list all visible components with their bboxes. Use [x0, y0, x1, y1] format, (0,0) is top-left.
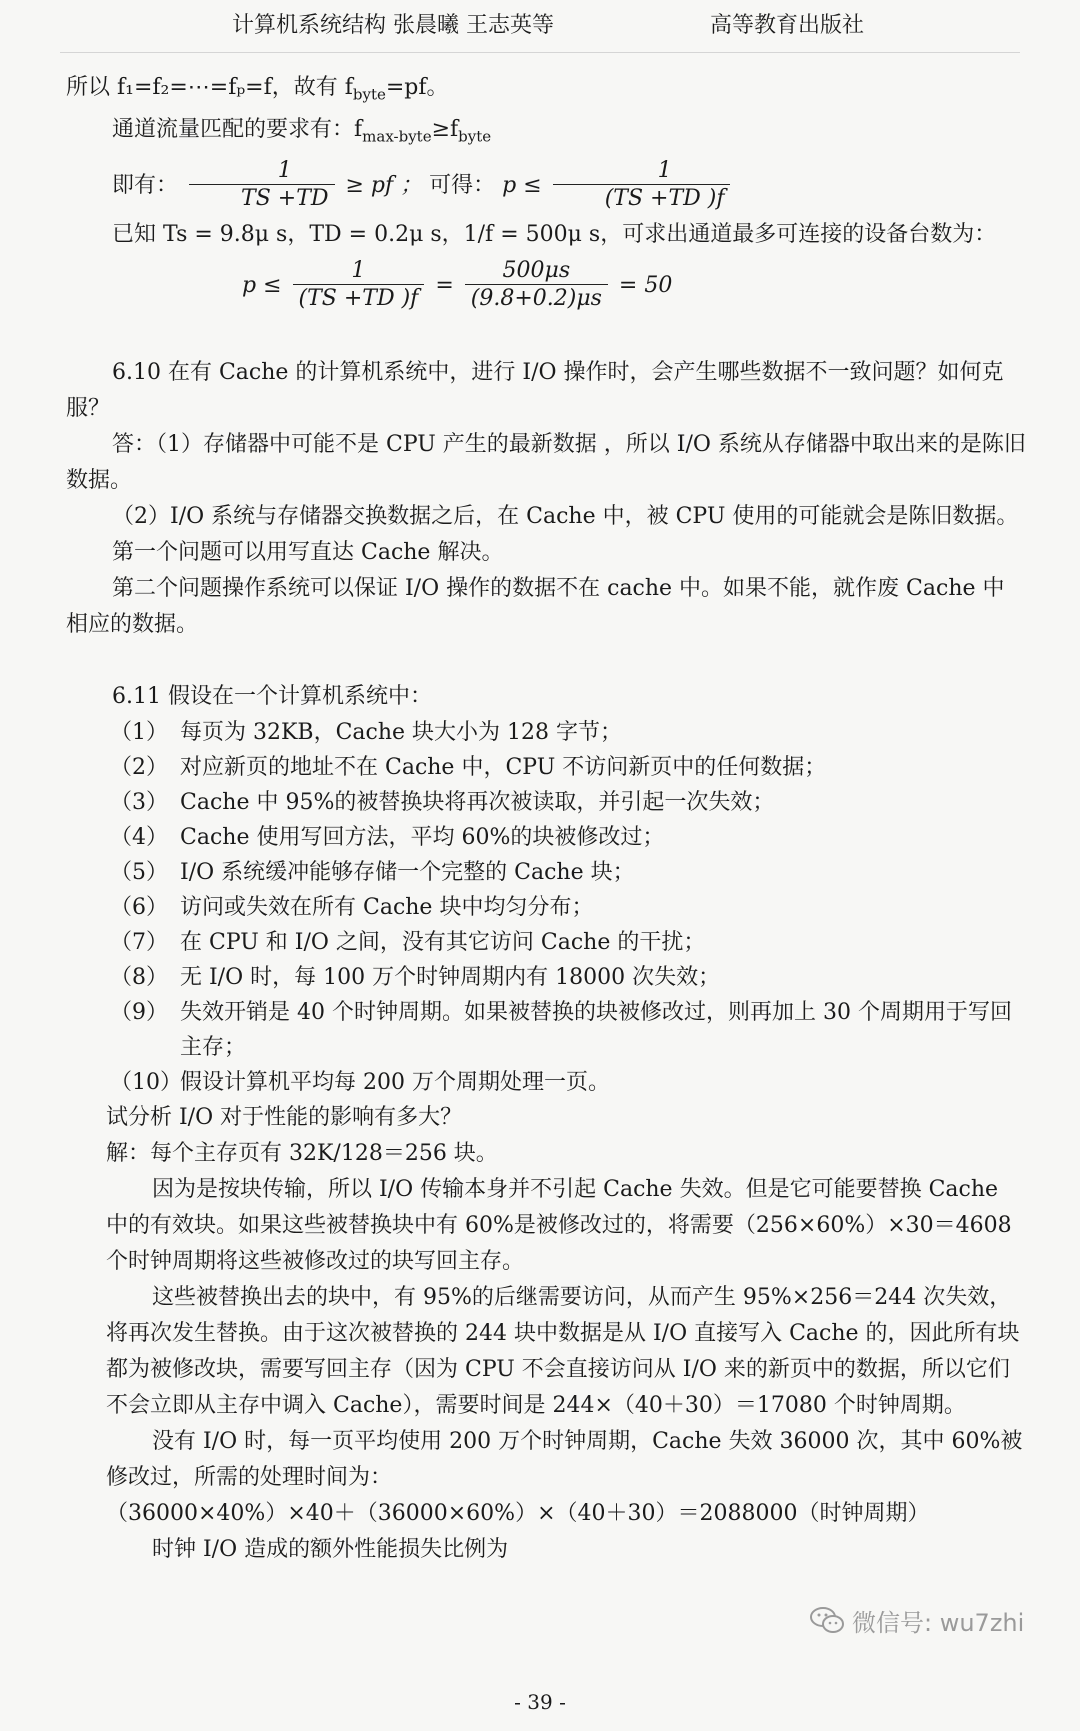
assumption-list — [66, 715, 1026, 1100]
solution-equation: （36000×40%）×40＋（36000×60%）×（40＋30）＝2088000（时钟周期） — [106, 1500, 930, 1526]
list-item: （6） 访问或失效在所有 Cache 块中均匀分布； — [110, 894, 594, 920]
question-6-11-ask: 试分析 I/O 对于性能的影响有多大？ — [106, 1104, 463, 1130]
list-item: （1） 每页为 32KB，Cache 块大小为 128 字节； — [110, 719, 623, 745]
derivation-line-2: 通道流量匹配的要求有：$f_{max-byte}\ge f_{byte}$ — [112, 117, 492, 146]
fraction-4: $\frac{500\mu s}{(9.8+0.2)\mu s}$ — [465, 258, 608, 313]
watermark-text: 微信号: wu7zhi — [852, 1608, 1025, 1637]
wechat-watermark — [810, 1600, 1060, 1640]
header-rule — [60, 52, 1020, 53]
answer-6-10-part-4: 第二个问题操作系统可以保证 I/O 操作的数据不在 cache 中。如果不能，就作废 Cache 中相应的数据。 — [66, 575, 1005, 637]
list-item: （8） 无 I/O 时，每 100 万个时钟周期内有 18000 次失效； — [110, 964, 721, 990]
list-item: （9） 失效开销是 40 个时钟周期。如果被替换的块被修改过，则再加上 30 个周期用于写回主存； — [110, 999, 1012, 1060]
solution-paragraph-5: 时钟 I/O 造成的额外性能损失比例为 — [152, 1536, 509, 1562]
wechat-icon — [810, 1606, 844, 1634]
list-item: （4） Cache 使用写回方法，平均 60%的块被修改过； — [110, 824, 665, 850]
list-item: （3） Cache 中 95%的被替换块将再次被读取，并引起一次失效； — [110, 789, 775, 815]
answer-6-10-part-3: 第一个问题可以用写直达 Cache 解决。 — [112, 539, 504, 565]
solution-paragraph-1: 因为是按块传输，所以 I/O 传输本身并不引起 Cache 失效。但是它可能要替换 Cache 中的有效块。如果这些被替换块中有 60%是被修改过的，将需要（256×60%）×30＝4608 个时钟周期将这些被修改过的块写回主存。 — [106, 1176, 1012, 1274]
list-item: （10） 假设计算机平均每 200 万个周期处理一页。 — [110, 1069, 610, 1095]
fraction-1: $\frac{1}{TS +TD}$ — [189, 158, 334, 213]
page-header — [0, 8, 1080, 44]
solution-intro: 解：每个主存页有 32K/128＝256 块。 — [106, 1140, 498, 1166]
header-publisher: 高等教育出版社 — [710, 13, 865, 38]
derivation-line-1: 所以 f₁=f₂=⋯=fₚ=f，故有 $f_{byte}=pf$。 — [66, 75, 449, 104]
known-values-line: 已知 Ts = 9.8μ s，TD = 0.2μ s，1/f = 500μ s，可求出通道最多可连接的设备台数为： — [112, 221, 997, 247]
list-item: （2） 对应新页的地址不在 Cache 中，CPU 不访问新页中的任何数据； — [110, 754, 827, 780]
question-6-10: 6.10 在有 Cache 的计算机系统中，进行 I/O 操作时，会产生哪些数据不一致问题？如何克服？ — [66, 359, 1004, 421]
solution-paragraph-3: 没有 I/O 时，每一页平均使用 200 万个时钟周期，Cache 失效 36000 次，其中 60%被修改过，所需的处理时间为： — [106, 1428, 1023, 1490]
page-content — [66, 70, 1026, 1568]
equation-1: 即有： $\frac{1}{TS +TD}$ ≥ pf ； 可得： p ≤ $\frac{1}{(TS +TD )f}$ — [66, 155, 1026, 217]
solution-paragraph-2: 这些被替换出去的块中，有 95%的后继需要访问，从而产生 95%×256＝244 次失效，将再次发生替换。由于这次被替换的 244 块中数据是从 I/O 直接写入 Cache 的，因此所有块都为被修改块，需要写回主存（因为 CPU 不会直接访问从 I/O 来的新页中的数据，所以它们不会立即从主存中调入 Cache），需要时间是 244×（40＋30）＝17080 个时钟周期。 — [106, 1284, 1020, 1418]
page-number: - 39 - — [514, 1690, 566, 1714]
answer-6-10-part-2: （2）I/O 系统与存储器交换数据之后，在 Cache 中，被 CPU 使用的可能就会是陈旧数据。 — [112, 503, 1019, 529]
list-item: （7） 在 CPU 和 I/O 之间，没有其它访问 Cache 的干扰； — [110, 929, 706, 955]
answer-6-10-part-1: 答：（1）存储器中可能不是 CPU 产生的最新数据 ，所以 I/O 系统从存储器中取出来的是陈旧数据。 — [66, 431, 1026, 493]
equation-2: p ≤ $\frac{1}{(TS +TD )f}$ = $\frac{500\mu s}{(9.8+0.2)\mu s}$ = 50 — [242, 258, 673, 312]
fraction-2: $\frac{1}{(TS +TD )f}$ — [553, 158, 731, 213]
question-6-11-title: 6.11 假设在一个计算机系统中： — [112, 683, 432, 709]
fraction-3: $\frac{1}{(TS +TD )f}$ — [293, 258, 425, 313]
header-book-title: 计算机系统结构 张晨曦 王志英等 — [232, 13, 554, 38]
list-item: （5） I/O 系统缓冲能够存储一个完整的 Cache 块； — [110, 859, 635, 885]
